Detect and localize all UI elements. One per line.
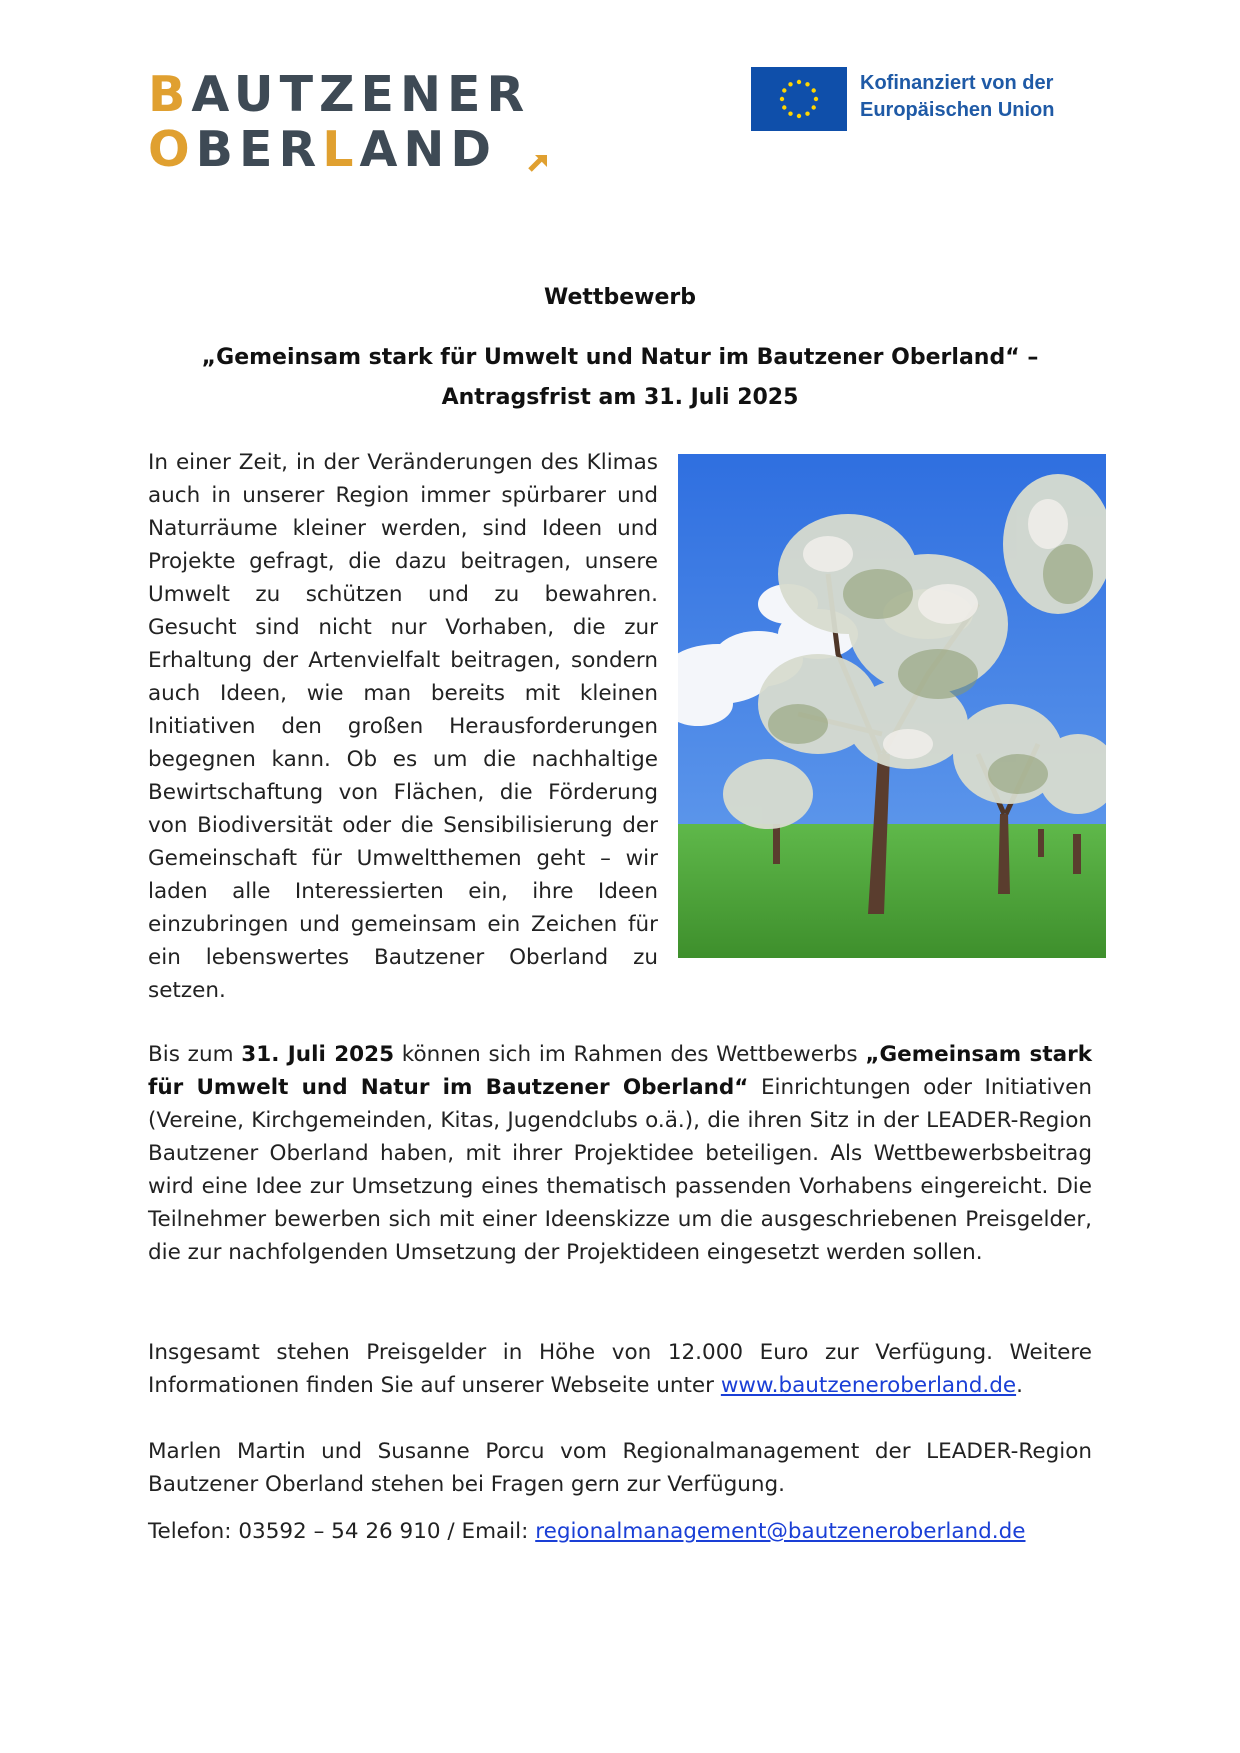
competition-name: „Gemeinsam stark für Umwelt und Natur im Bautzener Oberland“ <box>148 1042 1093 1100</box>
kicker-title: Wettbewerb <box>544 285 696 310</box>
website-link[interactable]: www.bautzeneroberland.de <box>720 1373 1017 1398</box>
deadline-paragraph: Bis zum 31. Juli 2025 können sich im Rahmen des Wettbewerbs „Gemeinsam stark für Umwelt und Natur im Bautzener Oberland“ Einrichtungen oder Initiativen (Vereine, Kirchgemeinden, Kitas, Jugendclubs o.ä.), die ihren Sitz in der LEADER-Region Bautzener Oberland haben, mit ihrer Projektidee beteiligen. Als Wettbewerbsbeitrag wird eine Idee zur Umsetzung eines thematisch passenden Vorhabens eingereicht. Die Teilnehmer bewerben sich mit einer Ideenskizze um die ausgeschriebenen Preisgelder, die zur nachfolgenden Umsetzung der Projektideen eingesetzt werden sollen. <box>148 1042 1093 1265</box>
contact-paragraph: Marlen Martin und Susanne Porcu vom Regionalmanagement der LEADER-Region Bautzener Oberland stehen bei Fragen gern zur Verfügung. <box>148 1439 1092 1497</box>
logo-line-2: OBERLAND <box>148 121 498 178</box>
prize-paragraph: Insgesamt stehen Preisgelder in Höhe von 12.000 Euro zur Verfügung. Weitere Informationen finden Sie auf unserer Webseite unter www.bautzeneroberland.de. <box>148 1340 1092 1398</box>
intro-paragraph: In einer Zeit, in der Veränderungen des Klimas auch in unserer Region immer spürbarer und Naturräume kleiner werden, sind Ideen und Projekte gefragt, die dazu beitragen, unsere Umwelt zu schützen und zu bewahren. Gesucht sind nicht nur Vorhaben, die zur Erhaltung der Artenvielfalt beitragen, sondern auch Ideen, wie man bereits mit kleinen Initiativen den großen Herausforderungen begegnen kann. Ob es um die nachhaltige Bewirtschaftung von Flächen, die Förderung von Biodiversität oder die Sensibilisierung der Gemeinschaft für Umweltthemen geht – wir laden alle Interessierten ein, ihre Ideen einzubringen und gemeinsam ein Zeichen für ein lebenswertes Bautzener Oberland zu setzen. <box>148 450 658 1003</box>
contact-line: Telefon: 03592 – 54 26 910 / Email: regionalmanagement@bautzeneroberland.de <box>148 1519 1026 1544</box>
deadline-date: 31. Juli 2025 <box>241 1042 395 1067</box>
email-link[interactable]: regionalmanagement@bautzeneroberland.de <box>535 1519 1026 1544</box>
bautzener-oberland-logo <box>148 66 568 180</box>
headline-line-1: „Gemeinsam stark für Umwelt und Natur im Bautzener Oberland“ – <box>201 345 1039 370</box>
logo-line-1: BAUTZENER <box>148 66 531 123</box>
eu-cofinanced-label: Kofinanziert von der Europäischen Union <box>860 72 1055 121</box>
orchard-photo <box>678 454 1106 958</box>
logo-arrow-icon <box>527 150 551 174</box>
headline-line-2: Antragsfrist am 31. Juli 2025 <box>441 385 799 410</box>
eu-flag-icon <box>751 67 847 131</box>
